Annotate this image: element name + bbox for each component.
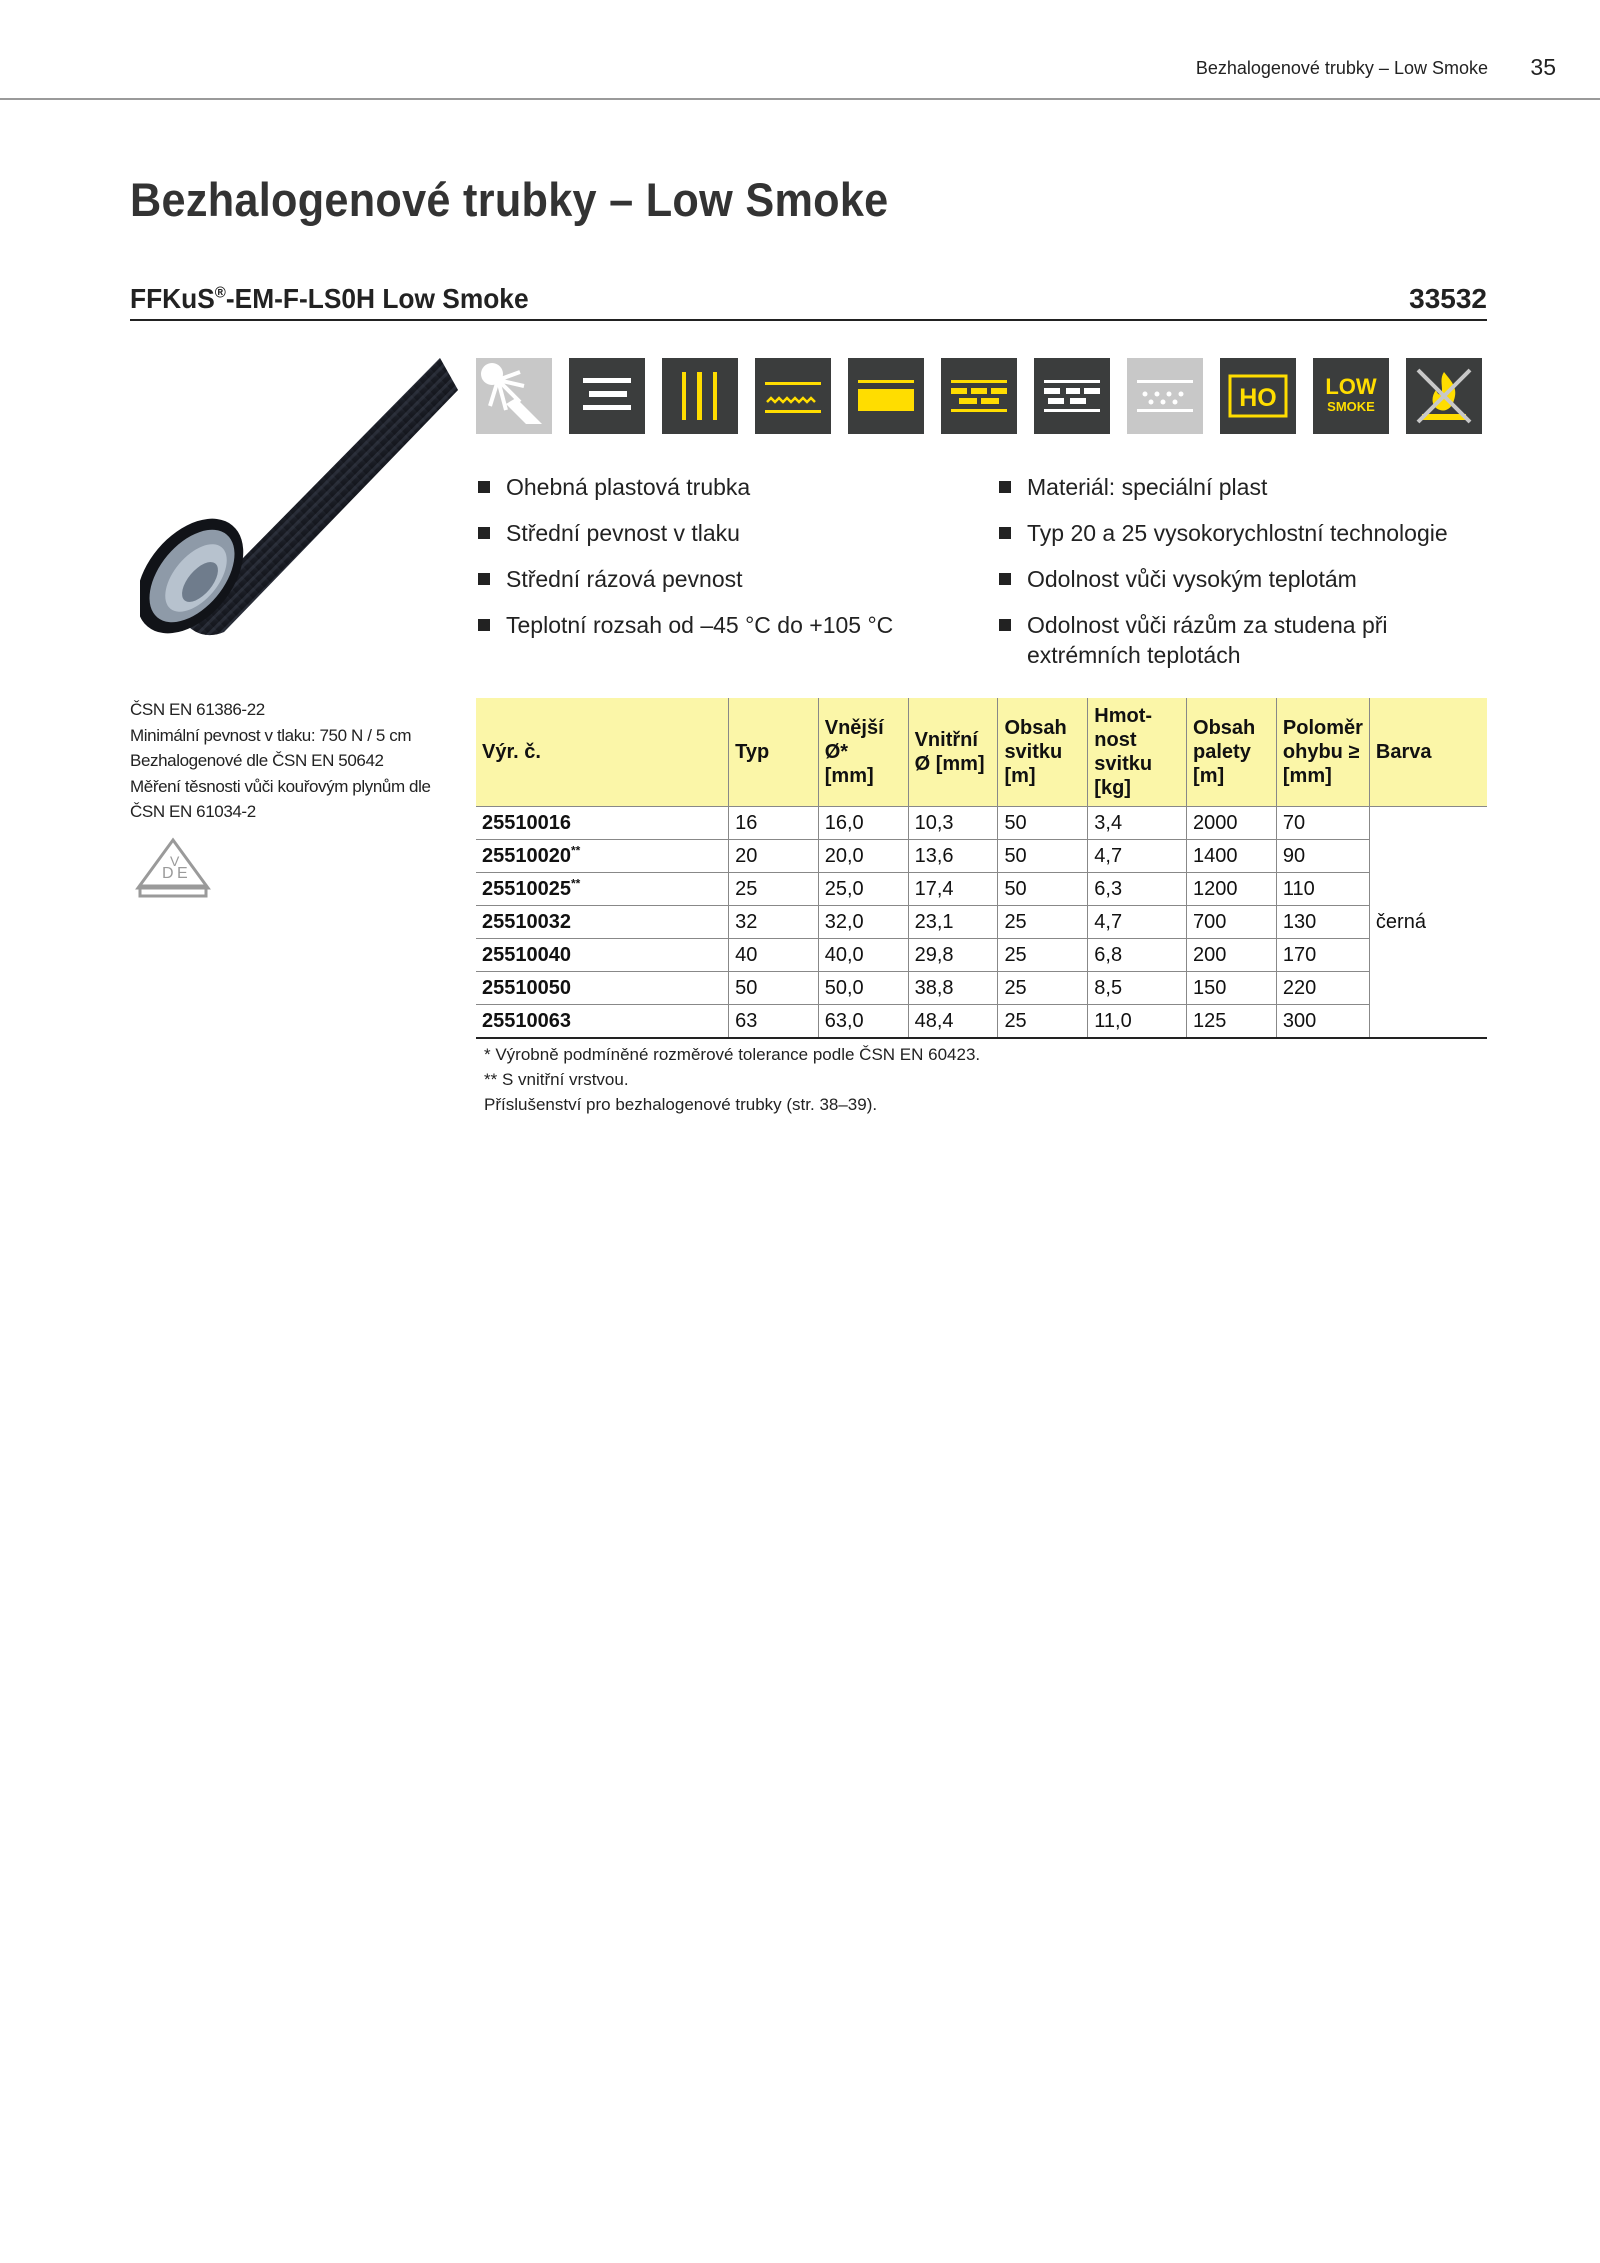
cell-radius: 130 — [1276, 906, 1369, 939]
cell-pallet: 1200 — [1187, 873, 1277, 906]
table-row — [476, 972, 1487, 1005]
no-flame-icon — [1406, 358, 1482, 434]
bullet-square-icon — [999, 619, 1011, 631]
standards-notes — [130, 697, 460, 825]
svg-text:V: V — [170, 853, 180, 869]
cell-color: černá — [1369, 807, 1487, 1039]
footnote: ** S vnitřní vrstvou. — [484, 1070, 629, 1089]
features-left — [476, 472, 956, 656]
feature-item: Střední rázová pevnost — [476, 564, 956, 594]
cell-coil: 50 — [998, 840, 1088, 873]
svg-text:E: E — [177, 865, 188, 882]
col-header-coil-weight: Hmot-nost svitku [kg] — [1088, 698, 1187, 807]
cell-type: 50 — [729, 972, 819, 1005]
cell-weight: 11,0 — [1088, 1005, 1187, 1039]
cell-radius: 90 — [1276, 840, 1369, 873]
cell-code: 25510040 — [476, 939, 729, 972]
cell-pallet: 700 — [1187, 906, 1277, 939]
table-row — [476, 873, 1487, 906]
col-header-color: Barva — [1369, 698, 1487, 807]
cell-weight: 8,5 — [1088, 972, 1187, 1005]
col-header-bend-radius: Poloměr ohybu ≥ [mm] — [1276, 698, 1369, 807]
feature-item: Materiál: speciální plast — [997, 472, 1487, 502]
cell-pallet: 1400 — [1187, 840, 1277, 873]
product-heading — [130, 283, 1487, 321]
cell-weight: 6,8 — [1088, 939, 1187, 972]
cell-radius: 70 — [1276, 807, 1369, 840]
cell-weight: 3,4 — [1088, 807, 1187, 840]
feature-item: Odolnost vůči vysokým teplotám — [997, 564, 1487, 594]
table-row — [476, 1005, 1487, 1039]
cell-radius: 300 — [1276, 1005, 1369, 1039]
bullet-square-icon — [478, 619, 490, 631]
feature-item: Typ 20 a 25 vysokorychlostní technologie — [997, 518, 1487, 548]
uv-resistance-icon — [476, 358, 552, 434]
cell-inner: 13,6 — [908, 840, 998, 873]
hollow-wall-icon — [1127, 358, 1203, 434]
cell-type: 40 — [729, 939, 819, 972]
cell-code: 25510063 — [476, 1005, 729, 1039]
property-icons — [476, 358, 1488, 436]
cell-weight: 4,7 — [1088, 840, 1187, 873]
col-header-outer-diameter: Vnější Ø* [mm] — [818, 698, 908, 807]
col-header-code: Výr. č. — [476, 698, 729, 807]
masonry-surface-icon — [1034, 358, 1110, 434]
standard-line: Minimální pevnost v tlaku: 750 N / 5 cm — [130, 725, 412, 745]
cell-type: 32 — [729, 906, 819, 939]
low-smoke-icon — [1313, 358, 1389, 434]
cell-pallet: 2000 — [1187, 807, 1277, 840]
table-row — [476, 807, 1487, 840]
bullet-square-icon — [478, 481, 490, 493]
running-title: Bezhalogenové trubky – Low Smoke — [1195, 58, 1488, 78]
product-image-corrugated-tube — [140, 350, 460, 660]
col-header-inner-diameter: Vnitřní Ø [mm] — [908, 698, 998, 807]
vde-logo-icon — [134, 836, 212, 902]
vertical-mounting-icon — [662, 358, 738, 434]
bullet-square-icon — [999, 481, 1011, 493]
cell-outer: 16,0 — [818, 807, 908, 840]
svg-text:D: D — [162, 865, 174, 882]
cell-type: 16 — [729, 807, 819, 840]
cell-coil: 50 — [998, 807, 1088, 840]
feature-item: Střední pevnost v tlaku — [476, 518, 956, 548]
table-row — [476, 906, 1487, 939]
table-row — [476, 939, 1487, 972]
concrete-icon — [848, 358, 924, 434]
footnote: * Výrobně podmíněné rozměrové tolerance podle ČSN EN 60423. — [484, 1045, 981, 1064]
running-header — [0, 52, 1600, 100]
bullet-square-icon — [478, 527, 490, 539]
feature-item: Ohebná plastová trubka — [476, 472, 956, 502]
cell-type: 20 — [729, 840, 819, 873]
cell-outer: 25,0 — [818, 873, 908, 906]
cell-type: 63 — [729, 1005, 819, 1039]
cell-outer: 50,0 — [818, 972, 908, 1005]
bullet-square-icon — [999, 573, 1011, 585]
cell-coil: 25 — [998, 972, 1088, 1005]
feature-item: Teplotní rozsah od –45 °C do +105 °C — [476, 610, 956, 640]
bullet-square-icon — [999, 527, 1011, 539]
cell-inner: 38,8 — [908, 972, 998, 1005]
cell-inner: 10,3 — [908, 807, 998, 840]
cell-code: 25510050 — [476, 972, 729, 1005]
cell-radius: 220 — [1276, 972, 1369, 1005]
product-name: FFKuS®-EM-F-LS0H Low Smoke — [130, 283, 529, 314]
col-header-coil-length: Obsah svitku [m] — [998, 698, 1088, 807]
table-footnotes — [484, 1042, 980, 1117]
cell-radius: 110 — [1276, 873, 1369, 906]
standard-line: Měření těsnosti vůči kouřovým plynům dle ČSN EN 61034-2 — [130, 776, 431, 821]
screed-icon — [755, 358, 831, 434]
cell-code: 25510025** — [476, 873, 729, 906]
table-header-row — [476, 698, 1487, 807]
cell-code: 25510016 — [476, 807, 729, 840]
svg-text:HO: HO — [1239, 384, 1277, 412]
page-number: 35 — [1530, 54, 1556, 80]
cell-inner: 48,4 — [908, 1005, 998, 1039]
standard-line: ČSN EN 61386-22 — [130, 700, 265, 719]
cell-outer: 32,0 — [818, 906, 908, 939]
product-code: 33532 — [1409, 283, 1487, 314]
cell-outer: 63,0 — [818, 1005, 908, 1039]
spec-table — [476, 698, 1487, 1039]
bullet-square-icon — [478, 573, 490, 585]
cell-pallet: 200 — [1187, 939, 1277, 972]
cell-weight: 6,3 — [1088, 873, 1187, 906]
cell-inner: 17,4 — [908, 873, 998, 906]
cell-inner: 23,1 — [908, 906, 998, 939]
cell-inner: 29,8 — [908, 939, 998, 972]
cell-weight: 4,7 — [1088, 906, 1187, 939]
table-row — [476, 840, 1487, 873]
halogen-free-icon — [1220, 358, 1296, 434]
col-header-type: Typ — [729, 698, 819, 807]
svg-text:LOW: LOW — [1325, 374, 1377, 399]
masonry-icon — [941, 358, 1017, 434]
feature-item: Odolnost vůči rázům za studena při extrémních teplotách — [997, 610, 1487, 670]
cell-code: 25510020** — [476, 840, 729, 873]
standard-line: Bezhalogenové dle ČSN EN 50642 — [130, 751, 384, 770]
features-right — [997, 472, 1487, 686]
col-header-pallet: Obsah palety [m] — [1187, 698, 1277, 807]
cell-outer: 20,0 — [818, 840, 908, 873]
cell-coil: 25 — [998, 1005, 1088, 1039]
surface-mounting-icon — [569, 358, 645, 434]
page-title: Bezhalogenové trubky – Low Smoke — [130, 173, 889, 226]
cell-pallet: 125 — [1187, 1005, 1277, 1039]
cell-coil: 25 — [998, 939, 1088, 972]
footnote: Příslušenství pro bezhalogenové trubky (str. 38–39). — [484, 1095, 878, 1114]
cell-type: 25 — [729, 873, 819, 906]
cell-code: 25510032 — [476, 906, 729, 939]
cell-coil: 50 — [998, 873, 1088, 906]
svg-text:SMOKE: SMOKE — [1327, 399, 1375, 414]
cell-outer: 40,0 — [818, 939, 908, 972]
cell-radius: 170 — [1276, 939, 1369, 972]
cell-coil: 25 — [998, 906, 1088, 939]
cell-pallet: 150 — [1187, 972, 1277, 1005]
